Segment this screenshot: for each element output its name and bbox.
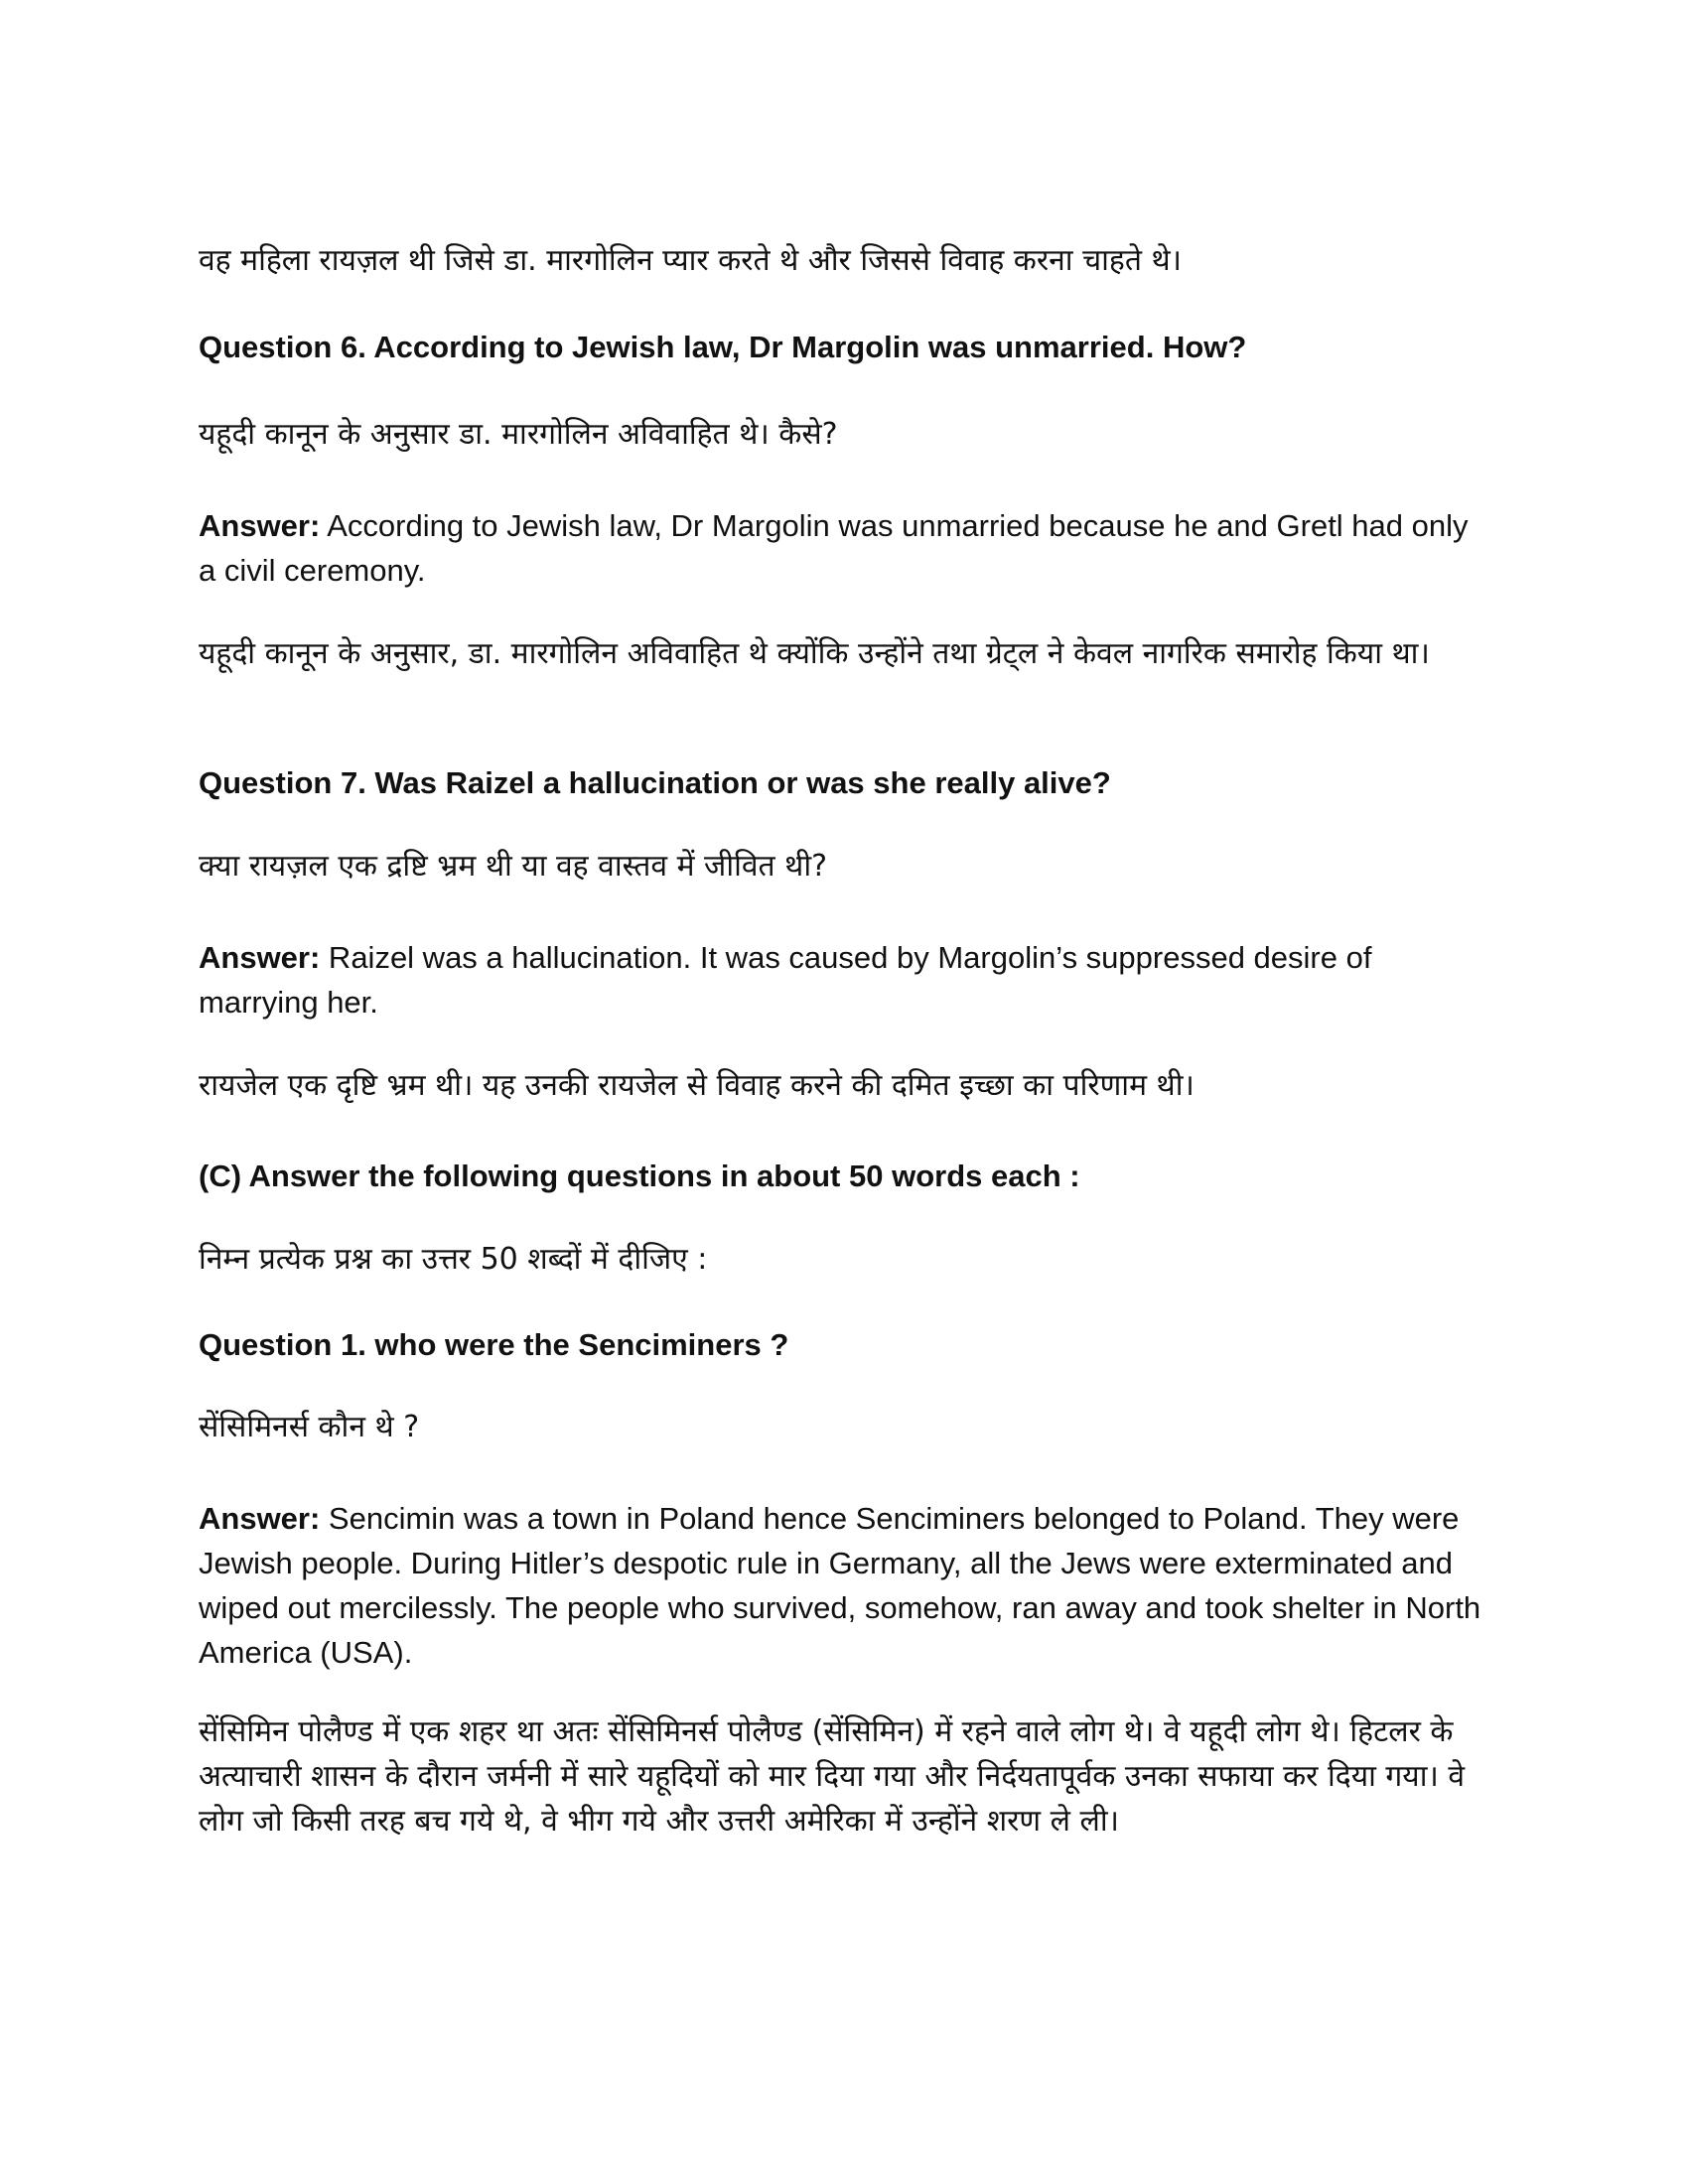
answer-text: Sencimin was a town in Poland hence Senciminers belonged to Poland. They were Jewish people. During Hitler’s despotic rule in Germany, all the Jews were exterminated and wiped out mercilessly. The people who survived, somehow, ran away and took shelter in North America (USA). bbox=[199, 1501, 1481, 1670]
question-1-hindi: सेंसिमिनर्स कौन थे ? bbox=[199, 1410, 420, 1444]
question-7-heading: Question 7. Was Raizel a hallucination or was she really alive? bbox=[199, 765, 1111, 800]
question-1-answer-hindi: सेंसिमिन पोलैण्ड में एक शहर था अतः सेंसिमिनर्स पोलैण्ड (सेंसिमिन) में रहने वाले लोग थे। वे यहूदी लोग थे। हिटलर के अत्याचारी शासन के दौरान जर्मनी में सारे यहूदियों को मार दिया गया और निर्दयतापूर्वक उनका सफाया कर दिया गया। वे लोग जो किसी तरह बच गये थे, वे भीग गये और उत्तरी अमेरिका में उन्होंने शरण ले ली। bbox=[199, 1714, 1466, 1839]
question-7-answer bbox=[199, 935, 1489, 1024]
section-c-heading: (C) Answer the following questions in about 50 words each : bbox=[199, 1159, 1080, 1193]
question-7-hindi: क्या रायज़ल एक द्रष्टि भ्रम थी या वह वास्तव में जीवित थी? bbox=[199, 849, 828, 884]
hindi-text-intro: वह महिला रायज़ल थी जिसे डा. मारगोलिन प्यार करते थे और जिससे विवाह करना चाहते थे। bbox=[199, 243, 1182, 278]
answer-text: Raizel was a hallucination. It was caused by Margolin’s suppressed desire of marrying her. bbox=[199, 940, 1372, 1020]
section-c-hindi: निम्न प्रत्येक प्रश्न का उत्तर 50 शब्दों में दीजिए : bbox=[199, 1242, 708, 1277]
answer-text: According to Jewish law, Dr Margolin was unmarried because he and Gretl had only a civil ceremony. bbox=[199, 508, 1469, 588]
answer-label: Answer: bbox=[199, 940, 321, 975]
question-7-answer-hindi: रायजेल एक दृष्टि भ्रम थी। यह उनकी रायजेल से विवाह करने की दमित इच्छा का परिणाम थी। bbox=[199, 1068, 1195, 1103]
question-6-hindi: यहूदी कानून के अनुसार डा. मारगोलिन अविवाहित थे। कैसे? bbox=[199, 417, 838, 452]
answer-label: Answer: bbox=[199, 1501, 321, 1536]
question-6-answer bbox=[199, 503, 1489, 593]
question-6-heading: Question 6. According to Jewish law, Dr Margolin was unmarried. How? bbox=[199, 330, 1247, 364]
question-1-answer bbox=[199, 1496, 1489, 1675]
answer-label: Answer: bbox=[199, 508, 321, 543]
question-6-answer-hindi: यहूदी कानून के अनुसार, डा. मारगोलिन अविवाहित थे क्योंकि उन्होंने तथा ग्रेट्ल ने केवल नागरिक समारोह किया था। bbox=[199, 636, 1430, 671]
question-1-heading: Question 1. who were the Senciminers ? bbox=[199, 1327, 789, 1362]
